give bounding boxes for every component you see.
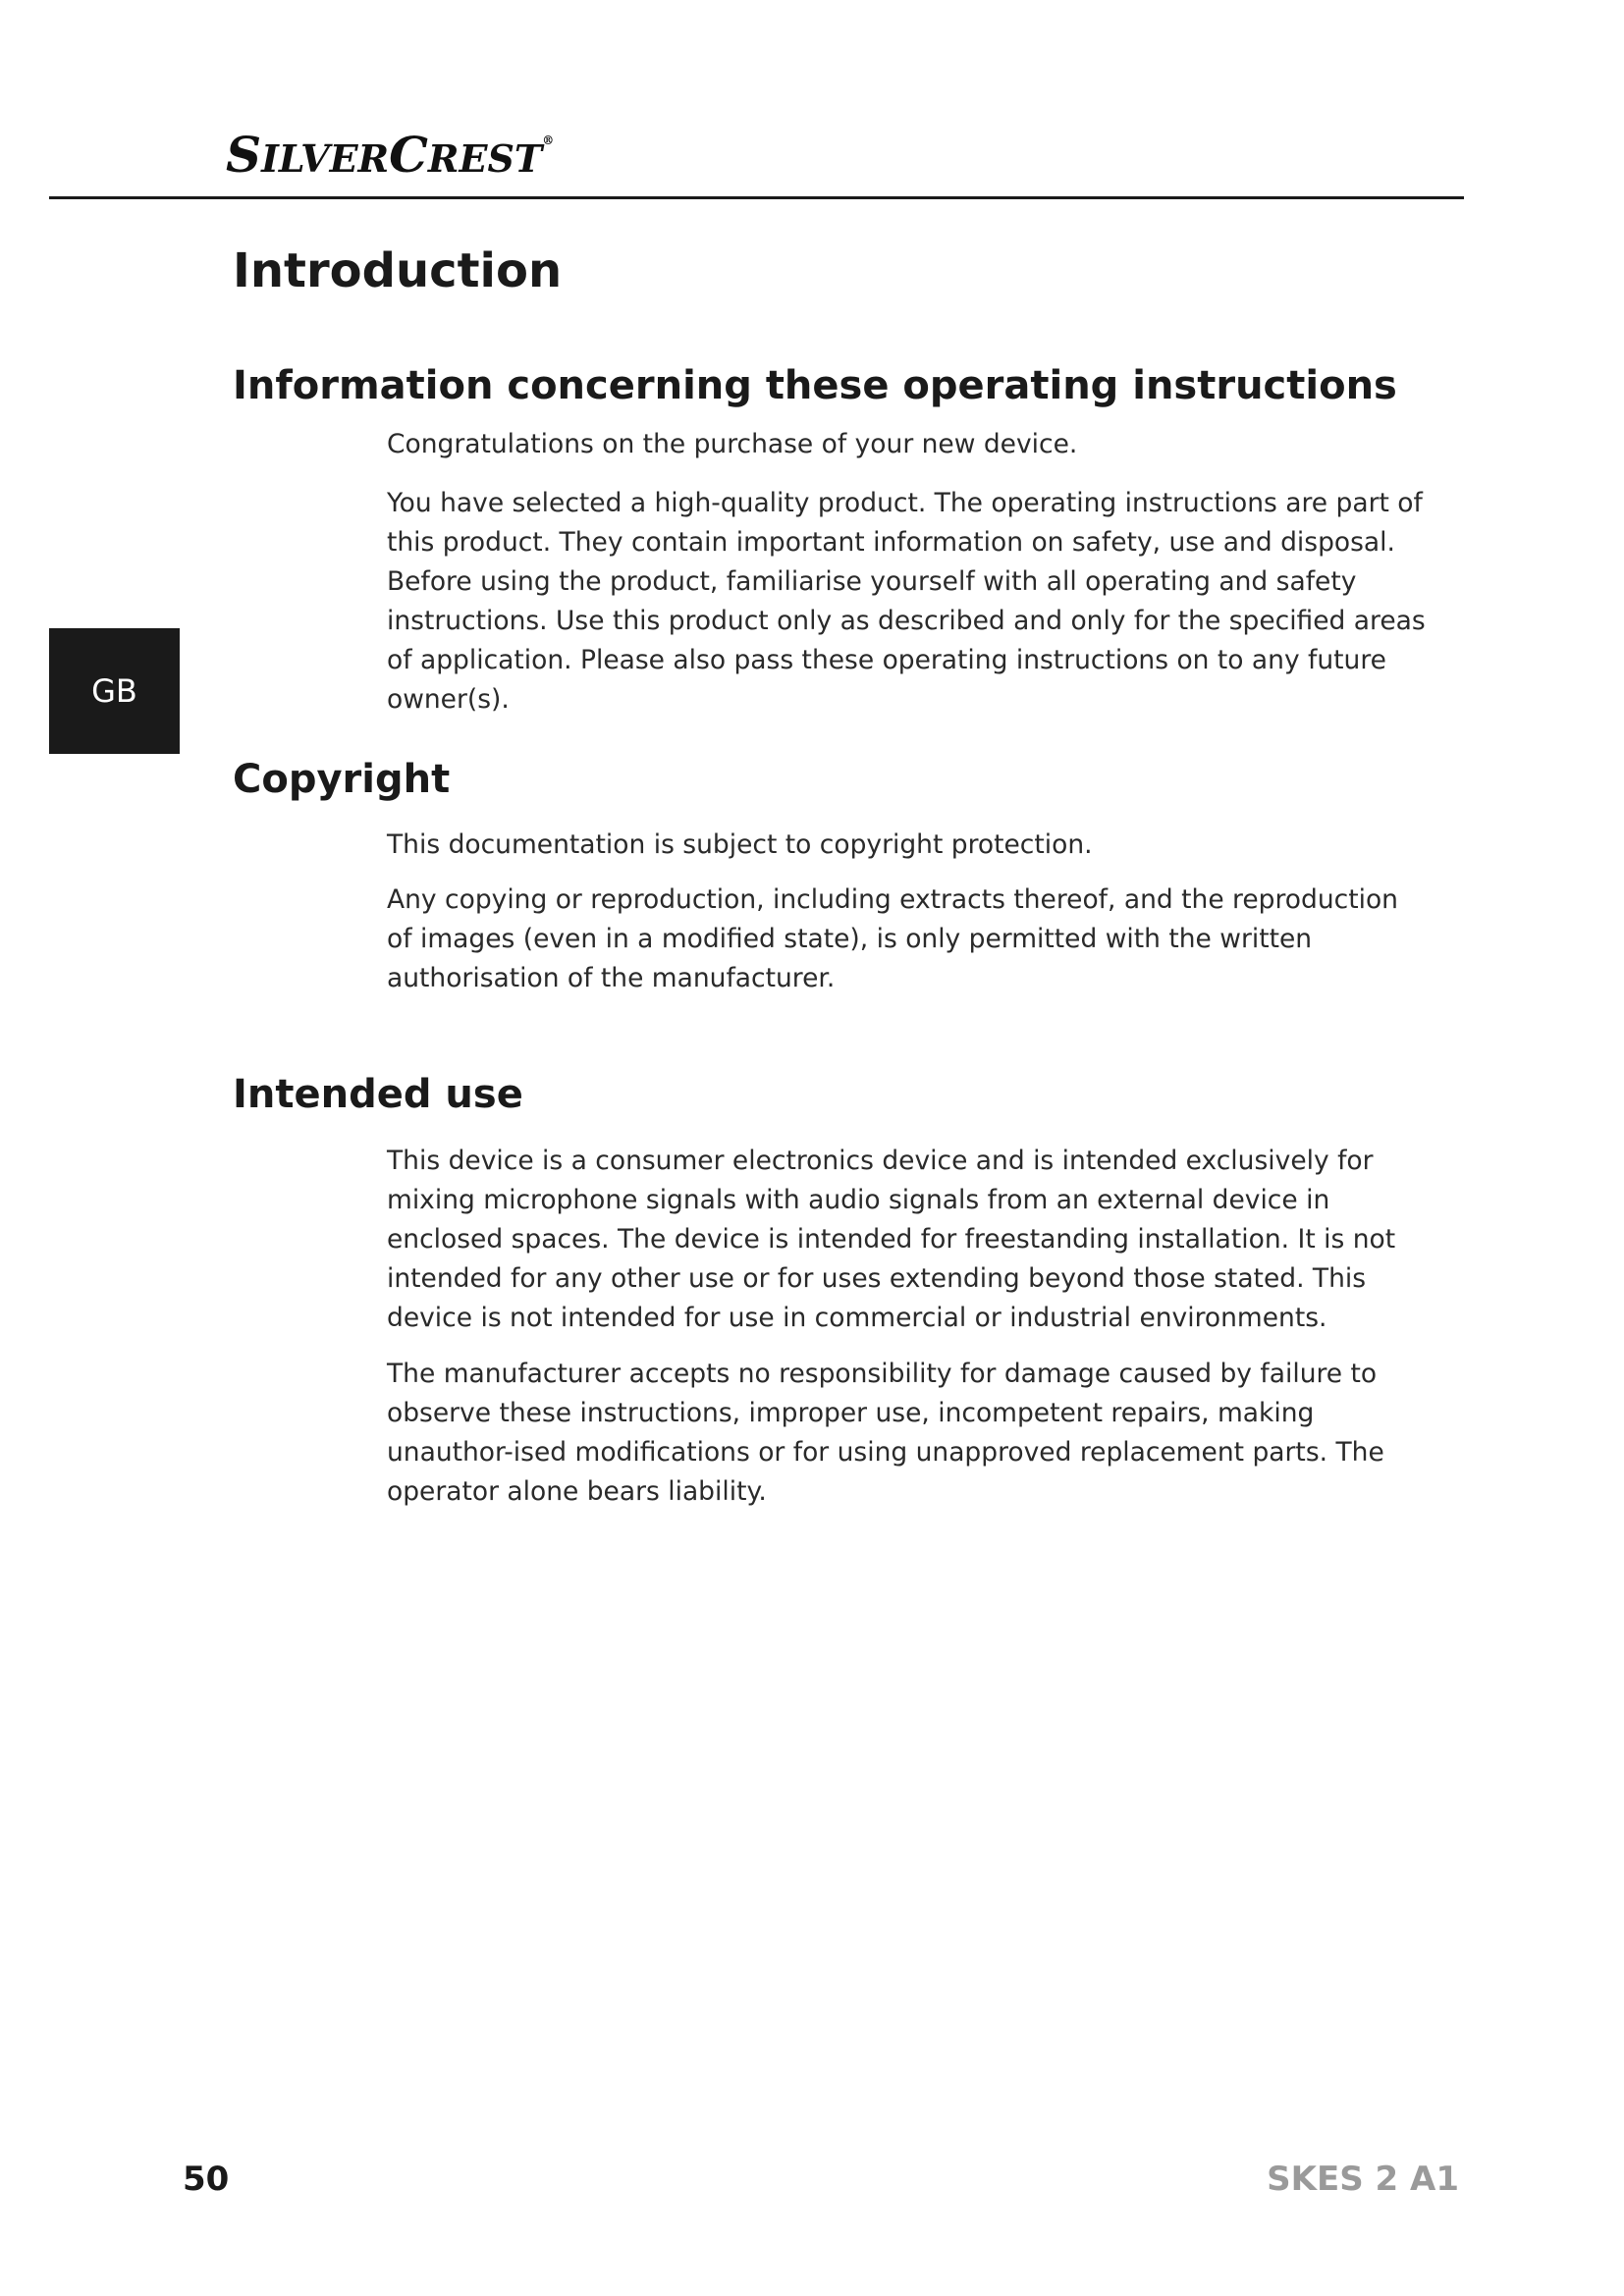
language-tab	[49, 628, 180, 754]
brand-logo: SILVERCREST®	[226, 126, 555, 184]
paragraph-manufacturer-liability: The manufacturer accepts no responsibility for damage caused by failure to observe these instructions, improper use, incompetent repairs, making unauthor-ised modifications or for using unapproved replacement parts. The operator alone bears liability.	[387, 1359, 1384, 1507]
paragraph-device-purpose: This device is a consumer electronics device and is intended exclusively for mixing microphone signals with audio signals from an external device in enclosed spaces. The device is intended for freestanding installation. It is not intended for any other use or for uses extending beyond those stated. This device is not intended for use in commercial or industrial environments.	[387, 1146, 1396, 1333]
section-heading-information: Information concerning these operating instructions	[233, 363, 1397, 408]
paragraph-copyright-protection: This documentation is subject to copyright protection.	[387, 829, 1093, 860]
language-tab-label: GB	[91, 672, 137, 710]
section-heading-intended-use: Intended use	[233, 1072, 523, 1117]
section-heading-copyright: Copyright	[233, 757, 451, 802]
model-number: SKES 2 A1	[1267, 2160, 1459, 2199]
page-title: Introduction	[233, 243, 563, 298]
page-number: 50	[183, 2160, 230, 2199]
paragraph-congratulations: Congratulations on the purchase of your new device.	[387, 429, 1078, 459]
header-divider	[49, 196, 1464, 199]
paragraph-copying-reproduction: Any copying or reproduction, including extracts thereof, and the reproduction of images (even in a modified state), is only permitted with the written authorisation of the manufacturer.	[387, 884, 1398, 993]
paragraph-high-quality-product: You have selected a high-quality product. The operating instructions are part of this product. They contain important information on safety, use and disposal. Before using the product, familiarise yourself with all operating and safety instructions. Use this product only as described and only for the specified areas of application. Please also pass these operating instructions on to any future owner(s).	[387, 488, 1426, 715]
